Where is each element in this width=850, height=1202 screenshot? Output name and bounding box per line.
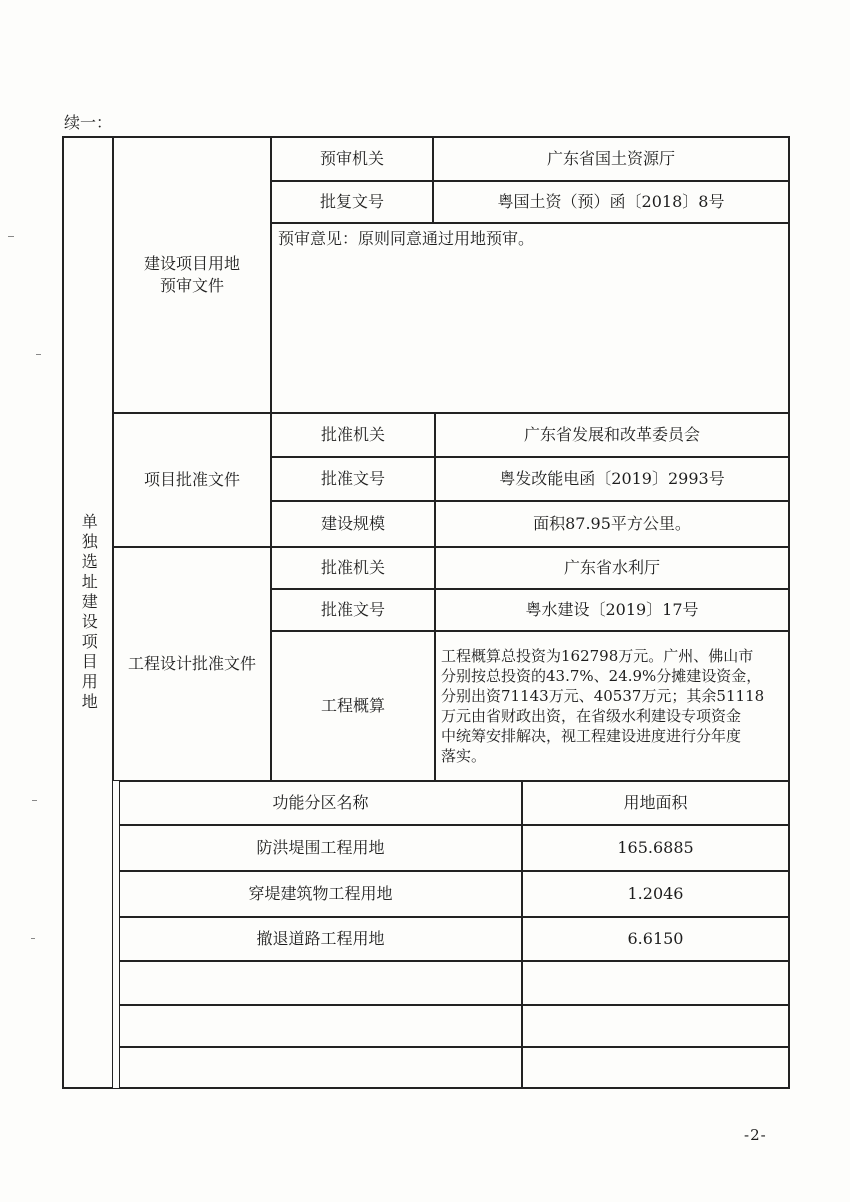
zone-row-area: 1.2046: [522, 871, 789, 917]
pre-review-authority-label: 预审机关: [271, 137, 433, 181]
design-authority-value: 广东省水利厅: [435, 547, 789, 589]
project-approval-title: 项目批准文件: [113, 413, 271, 547]
continuation-label: 续一：: [64, 113, 113, 132]
zone-row-name: [119, 1005, 522, 1047]
budget-line: 分别按总投资的43.7%、24.9%分摊建设资金，: [441, 667, 762, 685]
zone-area-header: 用地面积: [522, 781, 789, 825]
design-budget-text: [435, 631, 789, 781]
pre-review-authority-value: 广东省国土资源厅: [433, 137, 789, 181]
design-approval-title: 工程设计批准文件: [113, 547, 271, 781]
zone-row-name: 穿堤建筑物工程用地: [119, 871, 522, 917]
zone-row-area: 6.6150: [522, 917, 789, 961]
pre-review-docno-label: 批复文号: [271, 181, 433, 223]
zone-row-name: [119, 961, 522, 1005]
project-docno-value: 粤发改能电函〔2019〕2993号: [435, 457, 789, 501]
pre-review-title-line2: 预审文件: [159, 276, 224, 295]
budget-line: 工程概算总投资为162798万元。广州、佛山市: [441, 647, 754, 665]
project-scale-value: 面积87.95平方公里。: [435, 501, 789, 547]
zone-row-name: 防洪堤围工程用地: [119, 825, 522, 871]
budget-line: 万元由省财政出资，在省级水利建设专项资金: [441, 707, 742, 725]
pre-review-docno-value: 粤国土资（预）函〔2018〕8号: [433, 181, 789, 223]
project-authority-label: 批准机关: [271, 413, 435, 457]
zone-row-area: [522, 1005, 789, 1047]
scan-mark: [8, 236, 14, 237]
budget-line: 落实。: [441, 747, 487, 765]
budget-line: 中统筹安排解决，视工程建设进度进行分年度: [441, 727, 742, 745]
zone-row-area: [522, 961, 789, 1005]
scan-mark: [36, 354, 41, 355]
side-label: 单独选址建设项目用地: [79, 512, 99, 713]
approval-table: [62, 136, 790, 1089]
design-authority-label: 批准机关: [271, 547, 435, 589]
side-label-cell: [63, 137, 113, 1088]
scan-mark: [31, 938, 35, 939]
design-budget-label: 工程概算: [271, 631, 435, 781]
zone-row-area: 165.6885: [522, 825, 789, 871]
project-scale-label: 建设规模: [271, 501, 435, 547]
zone-row-name: [119, 1047, 522, 1088]
zone-row-area: [522, 1047, 789, 1088]
budget-line: 分别出资71143万元、40537万元；其余51118: [441, 687, 765, 705]
zone-name-header: 功能分区名称: [119, 781, 522, 825]
pre-review-title-cell: [113, 137, 271, 413]
design-docno-value: 粤水建设〔2019〕17号: [435, 589, 789, 631]
pre-review-title-line1: 建设项目用地: [143, 253, 240, 273]
project-docno-label: 批准文号: [271, 457, 435, 501]
zone-row-name: 撤退道路工程用地: [119, 917, 522, 961]
project-authority-value: 广东省发展和改革委员会: [435, 413, 789, 457]
design-docno-label: 批准文号: [271, 589, 435, 631]
page-number: -2-: [744, 1126, 767, 1144]
pre-review-opinion: 预审意见：原则同意通过用地预审。: [271, 223, 789, 413]
scan-mark: [32, 800, 37, 801]
